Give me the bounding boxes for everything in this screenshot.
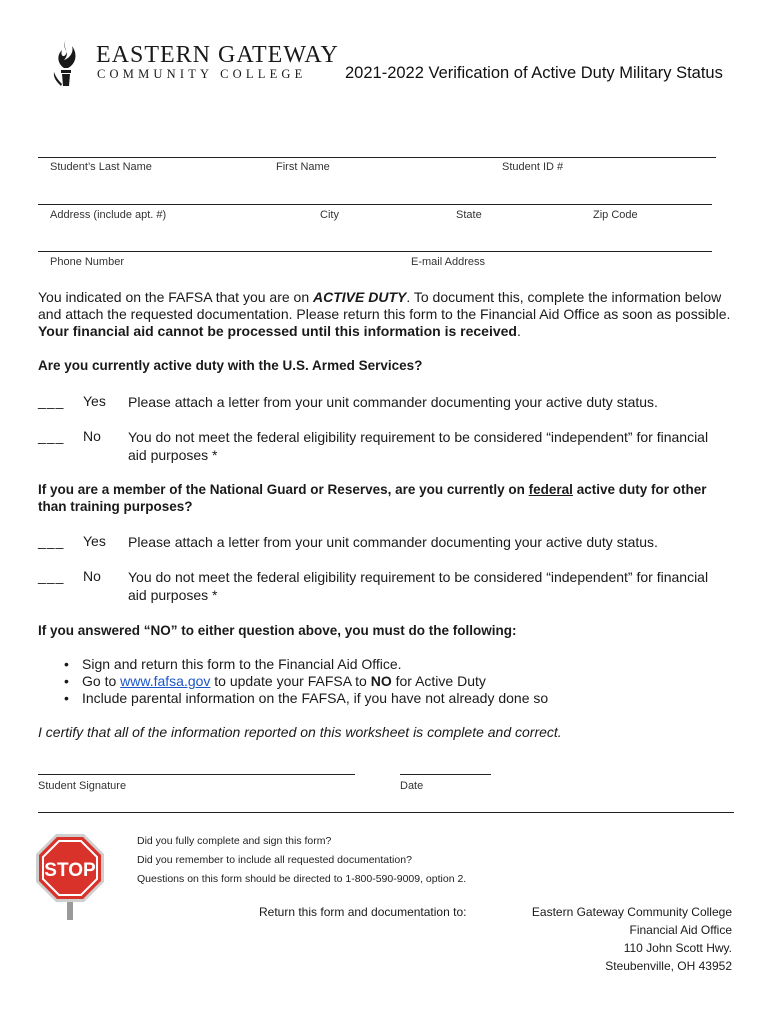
list-item: • Sign and return this form to the Financial Aid Office. [58, 656, 548, 673]
address-line: Eastern Gateway Community College [531, 905, 732, 919]
logo-wordmark-line1: EASTERN GATEWAY [96, 42, 339, 68]
state-label: State [456, 209, 482, 221]
q1-yes-blank[interactable]: ___ [38, 393, 65, 409]
instructions-list [58, 656, 548, 707]
return-instruction: Return this form and documentation to: [259, 905, 467, 919]
phone-row-line[interactable] [38, 251, 712, 252]
question2-heading: If you are a member of the National Guard or Reserves, are you currently on federal active duty for other than training purposes? [38, 482, 707, 514]
q1-no-label: No [83, 428, 101, 444]
checklist-line-3: Questions on this form should be directed to 1-800-590-9009, option 2. [137, 873, 467, 885]
certification-statement: I certify that all of the information reported on this worksheet is complete and correct. [38, 724, 562, 740]
signature-line[interactable] [38, 774, 355, 775]
address-line: Steubenville, OH 43952 [605, 959, 732, 973]
q1-no-text: You do not meet the federal eligibility requirement to be considered “independent” for financial aid purposes * [128, 429, 709, 463]
form-title: 2021-2022 Verification of Active Duty Military Status [345, 64, 723, 82]
intro-paragraph: You indicated on the FAFSA that you are on ACTIVE DUTY. To document this, complete the information below and attach the requested documentation. Please return this form to the Financial Aid Office as soon as possible. Your financial aid cannot be processed until this information is received. [38, 289, 731, 339]
q2-yes-label: Yes [83, 533, 106, 549]
checklist-line-2: Did you remember to include all requested documentation? [137, 854, 412, 866]
first-name-label: First Name [276, 161, 330, 173]
q2-yes-text: Please attach a letter from your unit commander documenting your active duty status. [128, 534, 658, 550]
student-signature-label: Student Signature [38, 780, 127, 792]
email-label: E-mail Address [411, 256, 485, 268]
q2-no-text: You do not meet the federal eligibility requirement to be considered “independent” for financial aid purposes * [128, 569, 709, 603]
q2-no-blank[interactable]: ___ [38, 568, 65, 584]
address-line: Financial Aid Office [629, 923, 732, 937]
address-label: Address (include apt. #) [50, 209, 167, 221]
fafsa-link[interactable]: www.fafsa.gov [120, 673, 211, 689]
q1-no-blank[interactable]: ___ [38, 428, 65, 444]
address-row-line[interactable] [38, 204, 712, 205]
city-label: City [320, 209, 339, 221]
q1-yes-text: Please attach a letter from your unit commander documenting your active duty status. [128, 394, 658, 410]
zip-code-label: Zip Code [593, 209, 638, 221]
stop-sign-text: STOP [44, 860, 96, 881]
date-label: Date [400, 780, 424, 792]
list-item: • Go to www.fafsa.gov to update your FAFSA to NO for Active Duty [58, 673, 548, 690]
address-line: 110 John Scott Hwy. [623, 941, 732, 955]
q2-no-label: No [83, 568, 101, 584]
last-name-label: Student’s Last Name [50, 161, 152, 173]
q2-yes-blank[interactable]: ___ [38, 533, 65, 549]
date-line[interactable] [400, 774, 491, 775]
divider [38, 812, 734, 813]
question1-heading: Are you currently active duty with the U.S. Armed Services? [38, 358, 423, 373]
q1-yes-label: Yes [83, 393, 106, 409]
stop-sign-icon [34, 832, 106, 920]
return-address [532, 903, 732, 975]
instructions-heading: If you answered “NO” to either question above, you must do the following: [38, 623, 517, 638]
list-item: • Include parental information on the FAFSA, if you have not already done so [58, 690, 548, 707]
checklist-line-1: Did you fully complete and sign this form? [137, 835, 332, 847]
name-row-line[interactable] [38, 157, 716, 158]
college-logo-flame-icon [50, 38, 82, 88]
student-id-label: Student ID # [502, 161, 564, 173]
phone-label: Phone Number [50, 256, 124, 268]
logo-wordmark-line2: COMMUNITY COLLEGE [97, 67, 307, 81]
